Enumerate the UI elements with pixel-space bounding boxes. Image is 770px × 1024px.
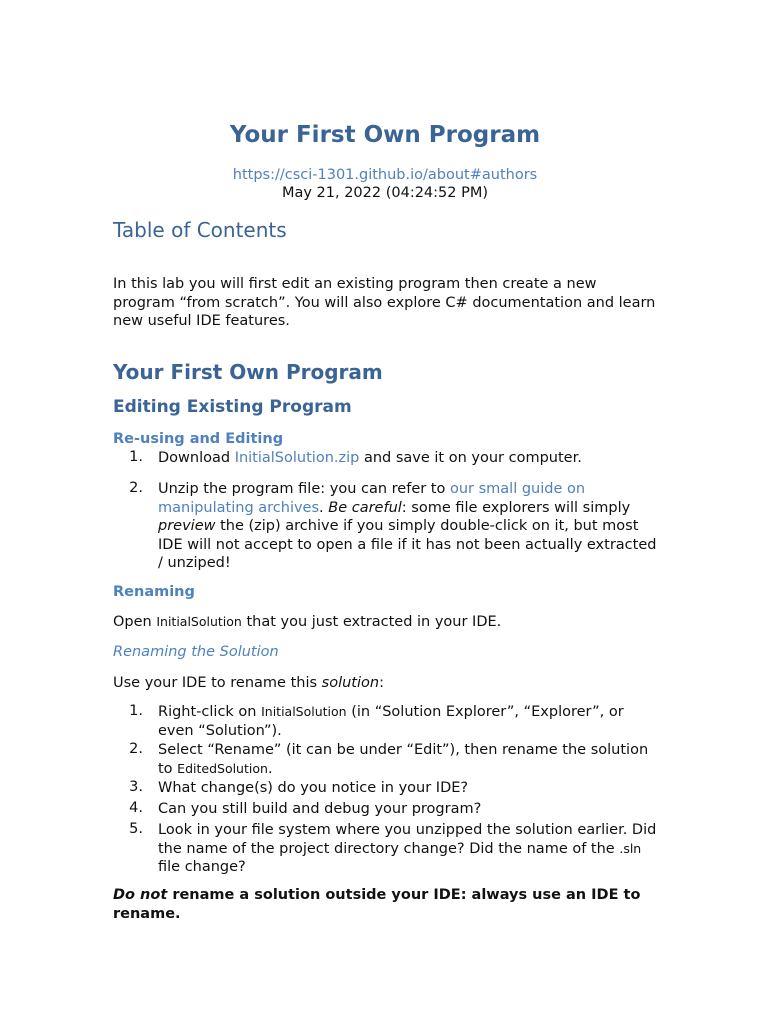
warning-paragraph: Do not rename a solution outside your IDE: always use an IDE to rename. [113,887,641,922]
subsection-heading: Editing Existing Program [113,397,352,417]
initialsolution-zip-link[interactable]: InitialSolution.zip [234,450,360,466]
list-item: Can you still build and debug your program? [158,801,482,817]
renaming-heading: Renaming [113,584,195,600]
step-number: 1. [129,449,143,465]
renaming-solution-heading: Renaming the Solution [113,644,279,660]
section-heading: Your First Own Program [113,360,383,384]
document-date: May 21, 2022 (04:24:52 PM) [281,185,489,201]
inline-code: .sln [619,840,642,856]
step-number: 4. [129,800,143,816]
step-number: 2. [129,480,143,496]
intro-paragraph: In this lab you will first edit an existing program then create a new program “from scratch”. You will also explore C# documentation and learn new useful IDE features. [113,276,656,329]
list-item: What change(s) do you notice in your IDE? [158,780,469,796]
list-item: Unzip the program file: you can refer to our small guide on manipulating archives. Be careful: some file explorers will simply preview the (zip) archive if you simply double-click on it, but most IDE will not accept to open a file if it has not been actually extracted / unziped! [158,481,657,571]
list-item: Right-click on InitialSolution (in “Solution Explorer”, “Explorer”, or even “Solution”). [158,704,624,739]
toc-heading[interactable]: Table of Contents [113,218,287,242]
open-paragraph: Open InitialSolution that you just extracted in your IDE. [113,614,502,630]
use-ide-paragraph: Use your IDE to rename this solution: [113,675,384,691]
inline-code: EditedSolution [177,760,268,776]
document-title: Your First Own Program [229,122,541,148]
step-number: 5. [129,821,143,837]
archives-guide-link[interactable]: our small guide on manipulating archives [158,481,586,516]
reusing-heading: Re-using and Editing [113,431,284,447]
step-number: 2. [129,741,143,757]
step-number: 1. [129,703,143,719]
list-item: Look in your file system where you unzipped the solution earlier. Did the name of the project directory change? Did the name of the .sln file change? [158,822,657,875]
authors-link[interactable]: https://csci-1301.github.io/about#authors [232,167,538,183]
list-item: Download InitialSolution.zip and save it on your computer. [158,450,582,466]
list-item: Select “Rename” (it can be under “Edit”), then rename the solution to EditedSolution. [158,742,649,777]
inline-code: InitialSolution [261,704,347,719]
step-number: 3. [129,779,143,795]
inline-code: InitialSolution [156,614,242,629]
